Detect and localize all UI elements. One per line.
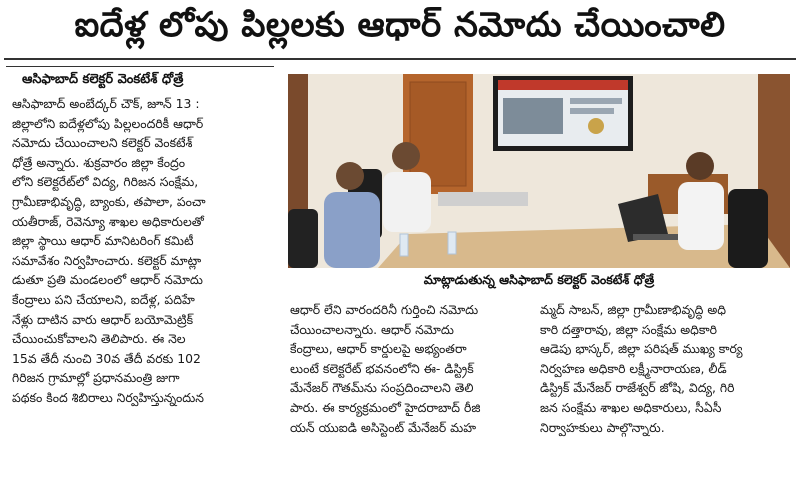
article-column-2 (290, 300, 522, 437)
meeting-photo (288, 74, 790, 268)
meeting-photo-illustration (288, 74, 790, 268)
byline: ఆసిఫాబాద్ కలెక్టర్ వెంకటేశ్ ధోత్రే (22, 72, 184, 87)
photo-caption: మాట్లాడుతున్న ఆసిఫాబాద్ కలెక్టర్ వెంకటేశ్ ధోత్రే (423, 272, 655, 287)
article-line: మ్మద్ సాబన్, జిల్లా గ్రామీణాభివృద్ధి అధి (540, 302, 726, 317)
article-line: నిర్వాహకులు పాల్గొన్నారు. (540, 419, 665, 435)
article-line: సమావేశం నిర్వహించారు. కలెక్టర్ మాట్లా (12, 252, 202, 268)
article-line: యన్ యుఐడి అసిస్టెంట్ మేనేజర్ మహ (290, 419, 477, 435)
article-line: నమోదు చేయించాలని కలెక్టర్ వెంకటేశ్ (12, 135, 193, 151)
article-line: జిల్లాలోని ఐదేళ్లలోపు పిల్లలందరికీ ఆధార్ (12, 115, 204, 131)
article-line: లోని కలెక్టరేట్‌లో విద్య, గిరిజన సంక్షేమ, (12, 174, 199, 190)
article-line: లుంటే కలెక్టరేట్ భవనంలోని ఈ- డిస్ట్రిక్ (290, 360, 474, 376)
article-line: కేంద్రాలు, ఆధార్ కార్డులపై అభ్యంతరా (290, 341, 467, 357)
article-line: కారి దత్తారావు, జిల్లా సంక్షేమ అధికారి (540, 321, 718, 337)
article-column-3 (540, 300, 790, 437)
article-line: ఆడెపు భాస్కర్, జిల్లా పరిషత్ ముఖ్య కార్య (540, 341, 743, 357)
article-column-1 (12, 94, 274, 408)
article-line: ఆసిఫాబాద్ అంబేద్కర్ చౌక్, జూన్ 13 : (12, 96, 200, 111)
article-line: గ్రామీణాభివృద్ధి, బ్యాంకు, తపాలా, పంచా (12, 193, 206, 209)
article-line: ధోత్రే అన్నారు. శుక్రవారం జిల్లా కేంద్రం (12, 154, 186, 170)
article-line: డుతూ ప్రతి మండలంలో ఆధార్ నమోదు (12, 272, 203, 288)
article-line: మేనేజర్ గౌతమ్‌ను సంప్రదించాలని తెలి (290, 380, 474, 396)
article-line: నిర్వహణ అధికారి లక్ష్మీనారాయణ, లీడ్ (540, 360, 727, 376)
article-line: ఆధార్ లేని వారందరినీ గుర్తించి నమోదు (290, 302, 479, 317)
article-line: చేయించాలన్నారు. ఆధార్ నమోదు (290, 321, 454, 337)
headline-rule (4, 58, 796, 60)
article-line: నేళ్లు దాటిన వారు ఆధార్ బయోమెట్రిక్ (12, 311, 194, 327)
article-line: పారు. ఈ కార్యక్రమంలో హైదరాబాద్ రీజి (290, 399, 481, 415)
article-line: కేంద్రాలు పని చేయాలని, ఐదేళ్ల, పదిహే (12, 291, 195, 307)
article-line: డిస్ట్రిక్ మేనేజర్ రాజేశ్వర్ జోషి, విద్య, గిరి (540, 380, 735, 396)
article-line: పథకం కింద శిబిరాలు నిర్వహిస్తున్నందున (12, 389, 204, 405)
byline-rule (6, 66, 274, 67)
headline: ఐదేళ్ల లోపు పిల్లలకు ఆధార్ నమోదు చేయించాలి (74, 5, 726, 45)
article-line: 15వ తేదీ నుంచి 30వ తేదీ వరకు 102 (12, 350, 201, 366)
article-line: చేయించుకోవాలని తెలిపారు. ఈ నెల (12, 331, 186, 347)
article-line: జిల్లా స్థాయి ఆధార్ మానిటరింగ్ కమిటీ (12, 233, 194, 249)
article-line: యతీరాజ్, రెవెన్యూ శాఖల అధికారులతో (12, 213, 204, 229)
article-line: గిరిజన గ్రామాల్లో ప్రధానమంత్రి జుగా (12, 370, 180, 386)
article-line: జన సంక్షేమ శాఖల అధికారులు, సీఏసీ (540, 399, 722, 415)
